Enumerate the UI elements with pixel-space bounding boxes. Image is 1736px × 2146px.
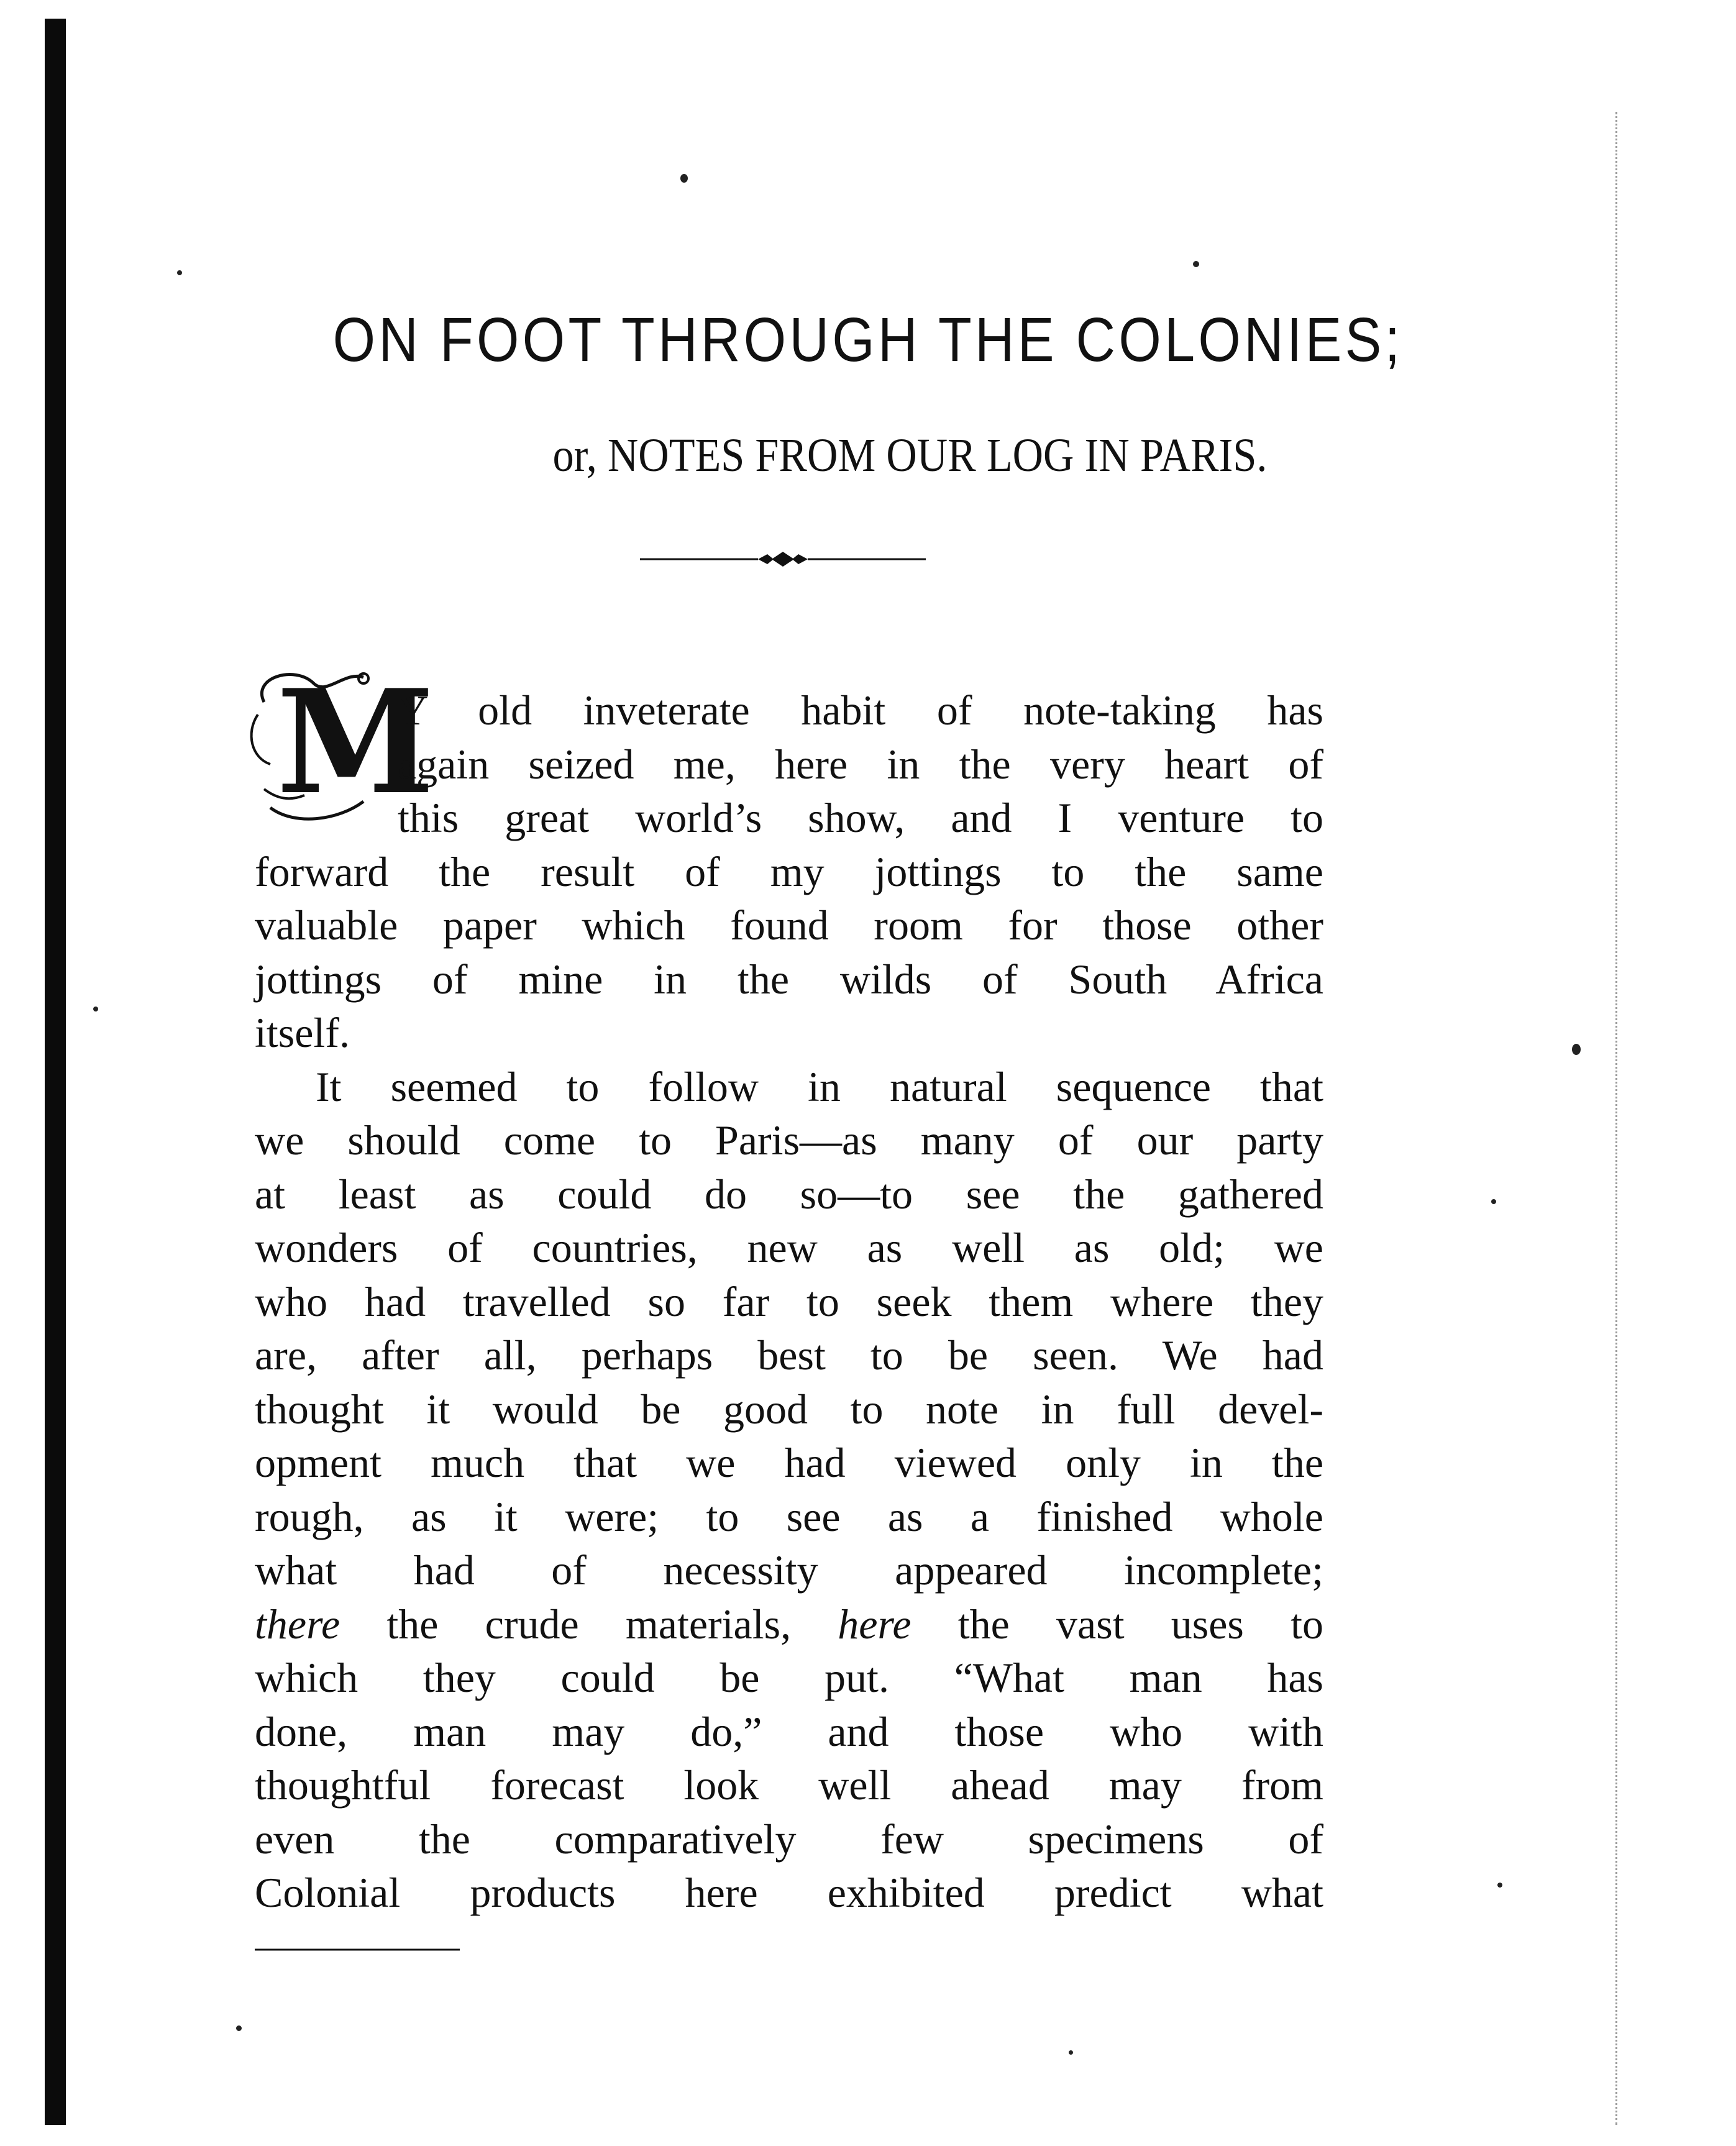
text-line: what had of necessity appeared incomplete;: [255, 1546, 1323, 1594]
text-line: valuable paper which found room for those other: [255, 902, 1323, 949]
footnote-rule: [255, 1948, 460, 1952]
ink-speck: [1491, 1199, 1496, 1204]
ink-speck: [93, 1007, 98, 1011]
text-line: Y old inveterate habit of note-taking has: [398, 687, 1323, 734]
text-fragment: the crude materials,: [340, 1600, 838, 1648]
text-line: It seemed to follow in natural sequence that: [316, 1062, 1323, 1110]
ink-speck: [1193, 261, 1199, 267]
text-line: thought it would be good to note in full devel-: [255, 1385, 1323, 1433]
ink-speck: [236, 2025, 242, 2031]
ornamental-divider: [640, 547, 926, 572]
ink-speck: [177, 270, 182, 275]
italic-word: there: [255, 1600, 340, 1648]
text-line: again seized me, here in the very heart of: [398, 740, 1323, 788]
ink-speck: [1069, 2050, 1073, 2055]
text-line: Colonial products here exhibited predict what: [255, 1869, 1323, 1916]
page-subtitle: or, NOTES FROM OUR LOG IN PARIS.: [552, 429, 1268, 482]
text-line: forward the result of my jottings to the same: [255, 847, 1323, 895]
ink-speck: [1572, 1044, 1581, 1055]
text-line: opment much that we had viewed only in the: [255, 1439, 1323, 1486]
text-line: thoughtful forecast look well ahead may from: [255, 1761, 1323, 1809]
text-line: this great world’s show, and I venture to: [398, 794, 1323, 841]
text-line: wonders of countries, new as well as old; we: [255, 1224, 1323, 1271]
text-line: itself.: [255, 1009, 350, 1056]
text-line: even the comparatively few specimens of: [255, 1815, 1323, 1863]
margin-scan-marks: [1615, 112, 1620, 2125]
page-title: ON FOOT THROUGH THE COLONIES;: [332, 305, 1404, 375]
text-fragment: the vast uses to: [911, 1600, 1323, 1648]
text-line: we should come to Paris—as many of our party: [255, 1116, 1323, 1164]
text-line: [255, 1597, 1323, 1651]
page-binding-edge: [45, 19, 66, 2125]
text-line: at least as could do so—to see the gathered: [255, 1170, 1323, 1218]
text-line: which they could be put. “What man has: [255, 1654, 1323, 1701]
italic-word: here: [838, 1600, 911, 1648]
text-line: jottings of mine in the wilds of South Africa: [255, 955, 1323, 1003]
body-text: [255, 683, 1323, 1920]
ink-speck: [1497, 1883, 1502, 1888]
text-line: done, man may do,” and those who with: [255, 1707, 1323, 1755]
text-line: are, after all, perhaps best to be seen. We had: [255, 1331, 1323, 1379]
text-line: rough, as it were; to see as a finished whole: [255, 1492, 1323, 1540]
text-line: who had travelled so far to seek them where they: [255, 1277, 1323, 1325]
initial-letter: M: [276, 659, 435, 826]
ink-speck: [680, 174, 688, 183]
